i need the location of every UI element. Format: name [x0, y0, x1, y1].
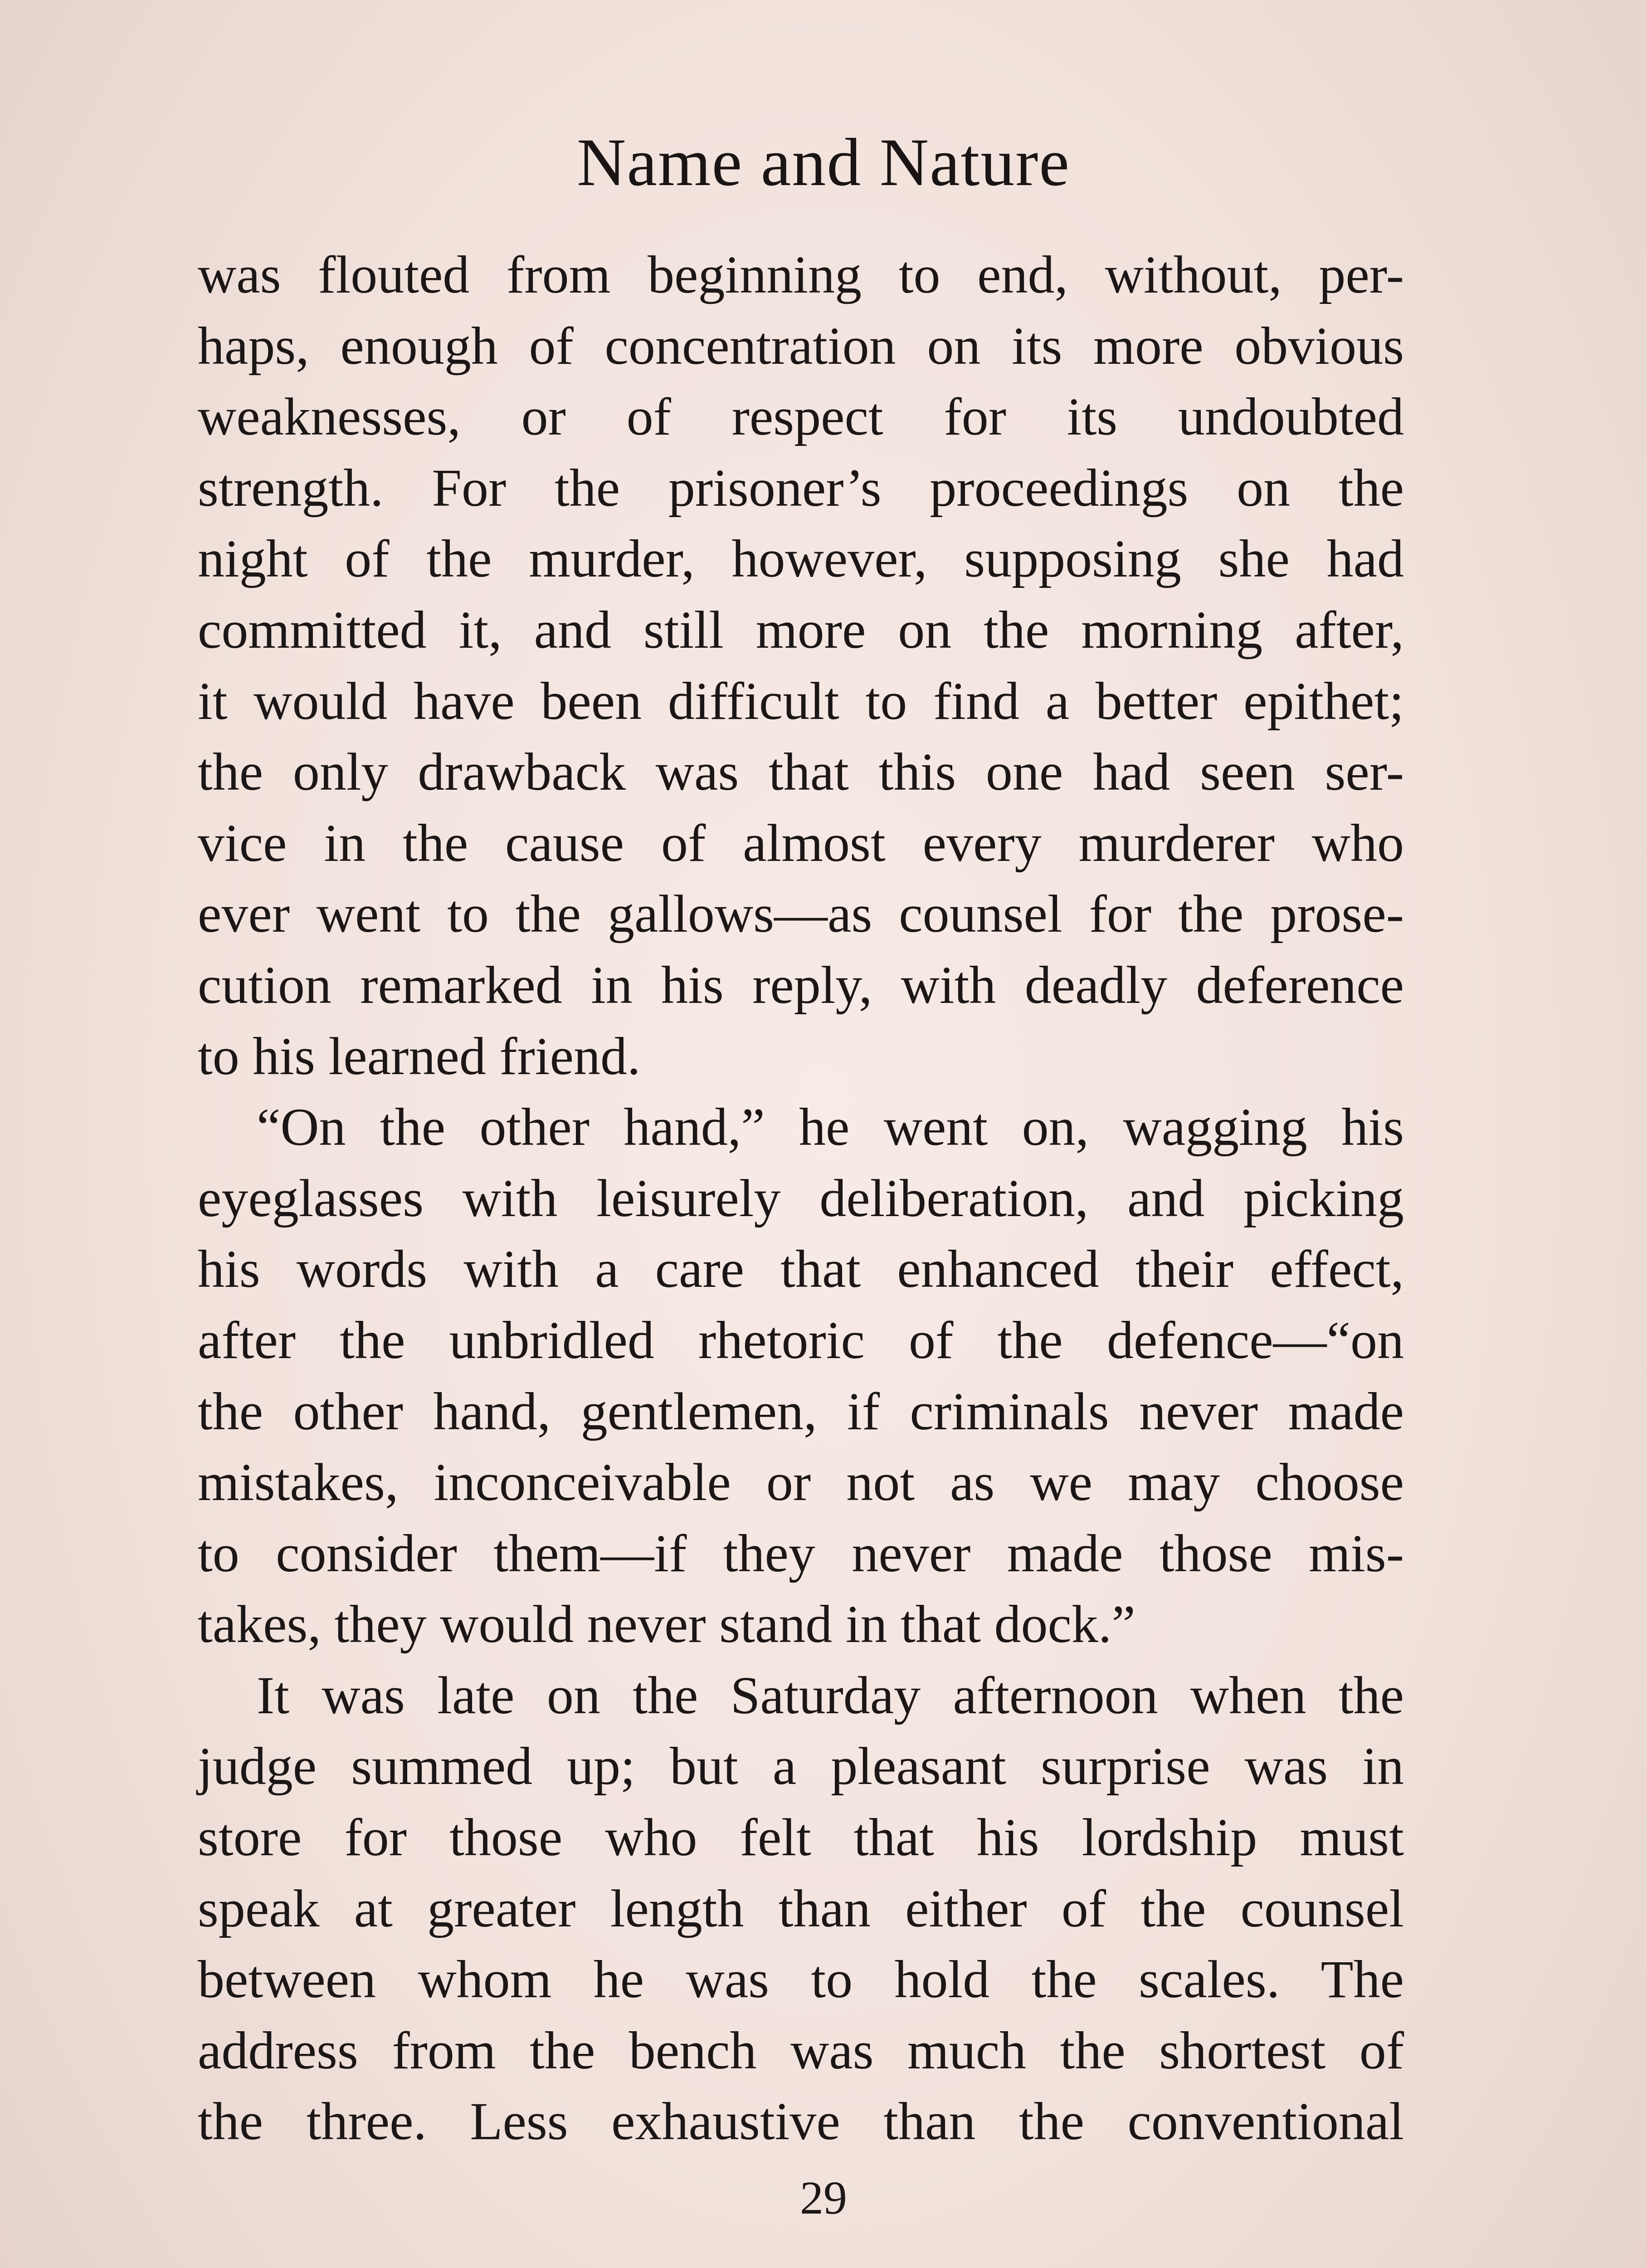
text-line: cution remarked in his reply, with deadly deference	[198, 955, 1404, 1015]
paragraph-1	[198, 240, 1404, 1092]
text-line: vice in the cause of almost every murderer who	[198, 813, 1404, 873]
body-text	[198, 240, 1404, 2157]
text-line: the other hand, gentlemen, if criminals never made	[198, 1381, 1404, 1441]
text-line: to his learned friend.	[198, 1026, 641, 1086]
text-line: the three. Less exhaustive than the conventional	[198, 2092, 1404, 2151]
paragraph-2	[198, 1092, 1404, 1660]
text-line: to consider them—if they never made those mis-	[198, 1523, 1404, 1583]
text-line: eyeglasses with leisurely deliberation, and picking	[198, 1168, 1404, 1228]
text-line: takes, they would never stand in that dock.”	[198, 1594, 1135, 1654]
text-line: was flouted from beginning to end, without, per-	[198, 245, 1404, 304]
text-line: mistakes, inconceivable or not as we may choose	[198, 1452, 1404, 1512]
text-line: address from the bench was much the shortest of	[198, 2020, 1404, 2080]
text-line: ever went to the gallows—as counsel for the prose-	[198, 884, 1404, 944]
text-line: judge summed up; but a pleasant surprise was in	[198, 1736, 1404, 1796]
text-line: weaknesses, or of respect for its undoubted	[198, 387, 1404, 447]
text-line: committed it, and still more on the morning after,	[198, 600, 1404, 660]
text-line: between whom he was to hold the scales. The	[198, 1950, 1404, 2009]
text-line: speak at greater length than either of the counsel	[198, 1878, 1404, 1938]
text-line: after the unbridled rhetoric of the defence—“on	[198, 1310, 1404, 1370]
text-line: It was late on the Saturday afternoon when the	[257, 1665, 1404, 1725]
page-number: 29	[800, 2172, 847, 2224]
text-line: haps, enough of concentration on its more obvious	[198, 316, 1404, 376]
text-line: strength. For the prisoner’s proceedings on the	[198, 458, 1404, 518]
text-line: the only drawback was that this one had seen ser-	[198, 742, 1404, 802]
text-line: “On the other hand,” he went on, wagging his	[257, 1097, 1404, 1157]
running-head-title: Name and Nature	[577, 125, 1070, 200]
text-line: night of the murder, however, supposing she had	[198, 529, 1404, 589]
text-line: it would have been difficult to find a better epithet;	[198, 671, 1404, 731]
text-line: his words with a care that enhanced their effect,	[198, 1239, 1404, 1299]
text-line: store for those who felt that his lordship must	[198, 1808, 1404, 1867]
paragraph-3	[198, 1660, 1404, 2157]
